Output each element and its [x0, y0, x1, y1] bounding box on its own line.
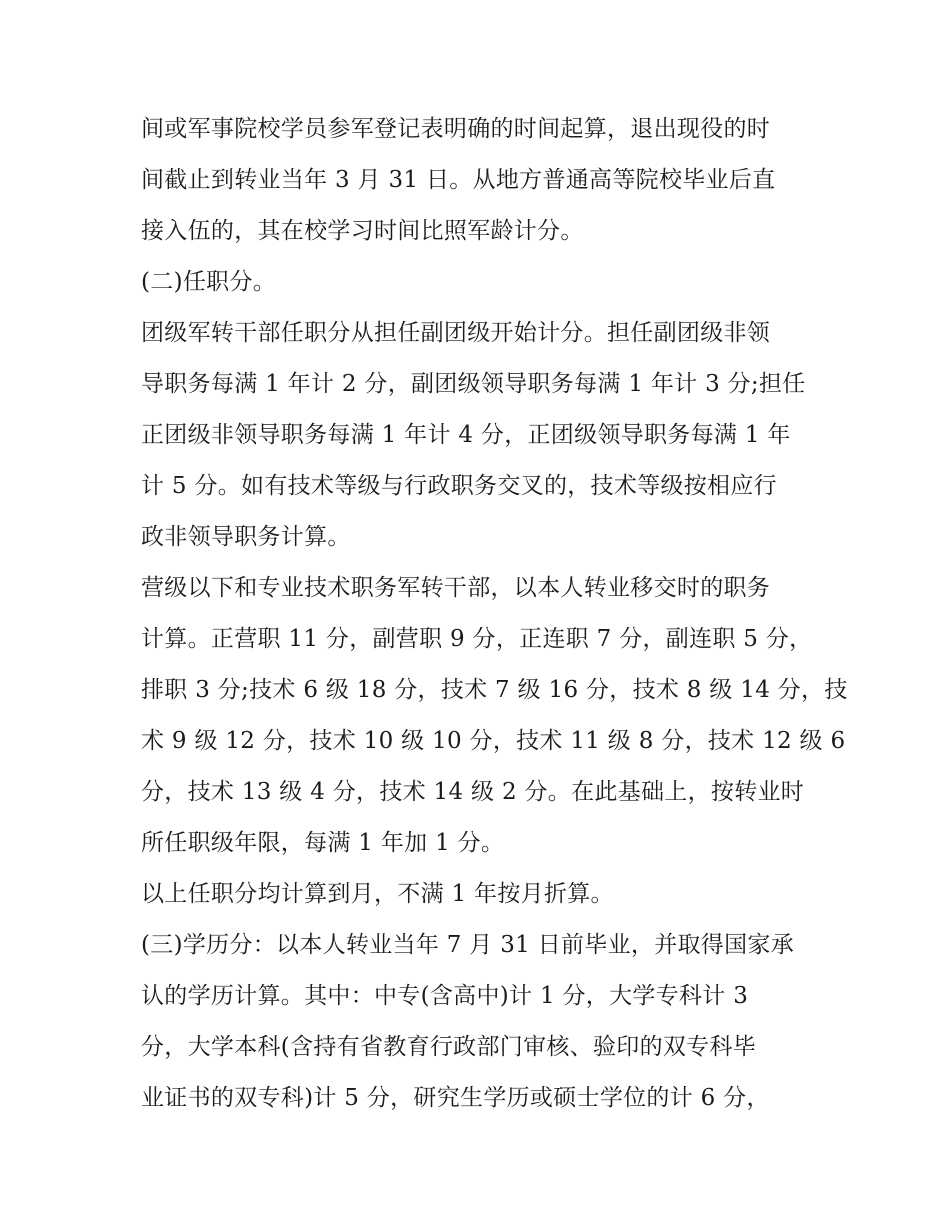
section-heading: (二)任职分。 — [141, 269, 277, 295]
text-line: 认的学历计算。其中：中专(含高中)计 1 分，大学专科计 3 — [141, 983, 749, 1009]
text-line: 导职务每满 1 年计 2 分，副团级领导职务每满 1 年计 3 分;担任 — [141, 371, 806, 397]
text-line: 所任职级年限，每满 1 年加 1 分。 — [141, 830, 505, 856]
section-heading: (三)学历分：以本人转业当年 7 月 31 日前毕业，并取得国家承 — [141, 932, 794, 958]
text-line: 间或军事院校学员参军登记表明确的时间起算，退出现役的时 — [141, 116, 771, 142]
text-line: 排职 3 分;技术 6 级 18 分，技术 7 级 16 分，技术 8 级 14 分，技 — [141, 677, 848, 703]
text-line: 分，大学本科(含持有省教育行政部门审核、验印的双专科毕 — [141, 1034, 757, 1060]
text-line: 营级以下和专业技术职务军转干部，以本人转业移交时的职务 — [141, 575, 771, 601]
text-line: 政非领导职务计算。 — [141, 524, 351, 550]
text-line: 间截止到转业当年 3 月 31 日。从地方普通高等院校毕业后直 — [141, 167, 776, 193]
text-line: 以上任职分均计算到月，不满 1 年按月折算。 — [141, 881, 614, 907]
text-line: 计 5 分。如有技术等级与行政职务交叉的，技术等级按相应行 — [141, 473, 777, 499]
text-line: 接入伍的，其在校学习时间比照军龄计分。 — [141, 218, 584, 244]
text-line: 团级军转干部任职分从担任副团级开始计分。担任副团级非领 — [141, 320, 771, 346]
text-line: 分，技术 13 级 4 分，技术 14 级 2 分。在此基础上，按转业时 — [141, 779, 805, 805]
text-line: 正团级非领导职务每满 1 年计 4 分，正团级领导职务每满 1 年 — [141, 422, 791, 448]
text-line: 计算。正营职 11 分，副营职 9 分，正连职 7 分，副连职 5 分， — [141, 626, 813, 652]
text-line: 术 9 级 12 分，技术 10 级 10 分，技术 11 级 8 分，技术 12 级 6 — [141, 728, 846, 754]
text-line: 业证书的双专科)计 5 分，研究生学历或硕士学位的计 6 分， — [141, 1085, 770, 1111]
document-body — [141, 104, 848, 1124]
